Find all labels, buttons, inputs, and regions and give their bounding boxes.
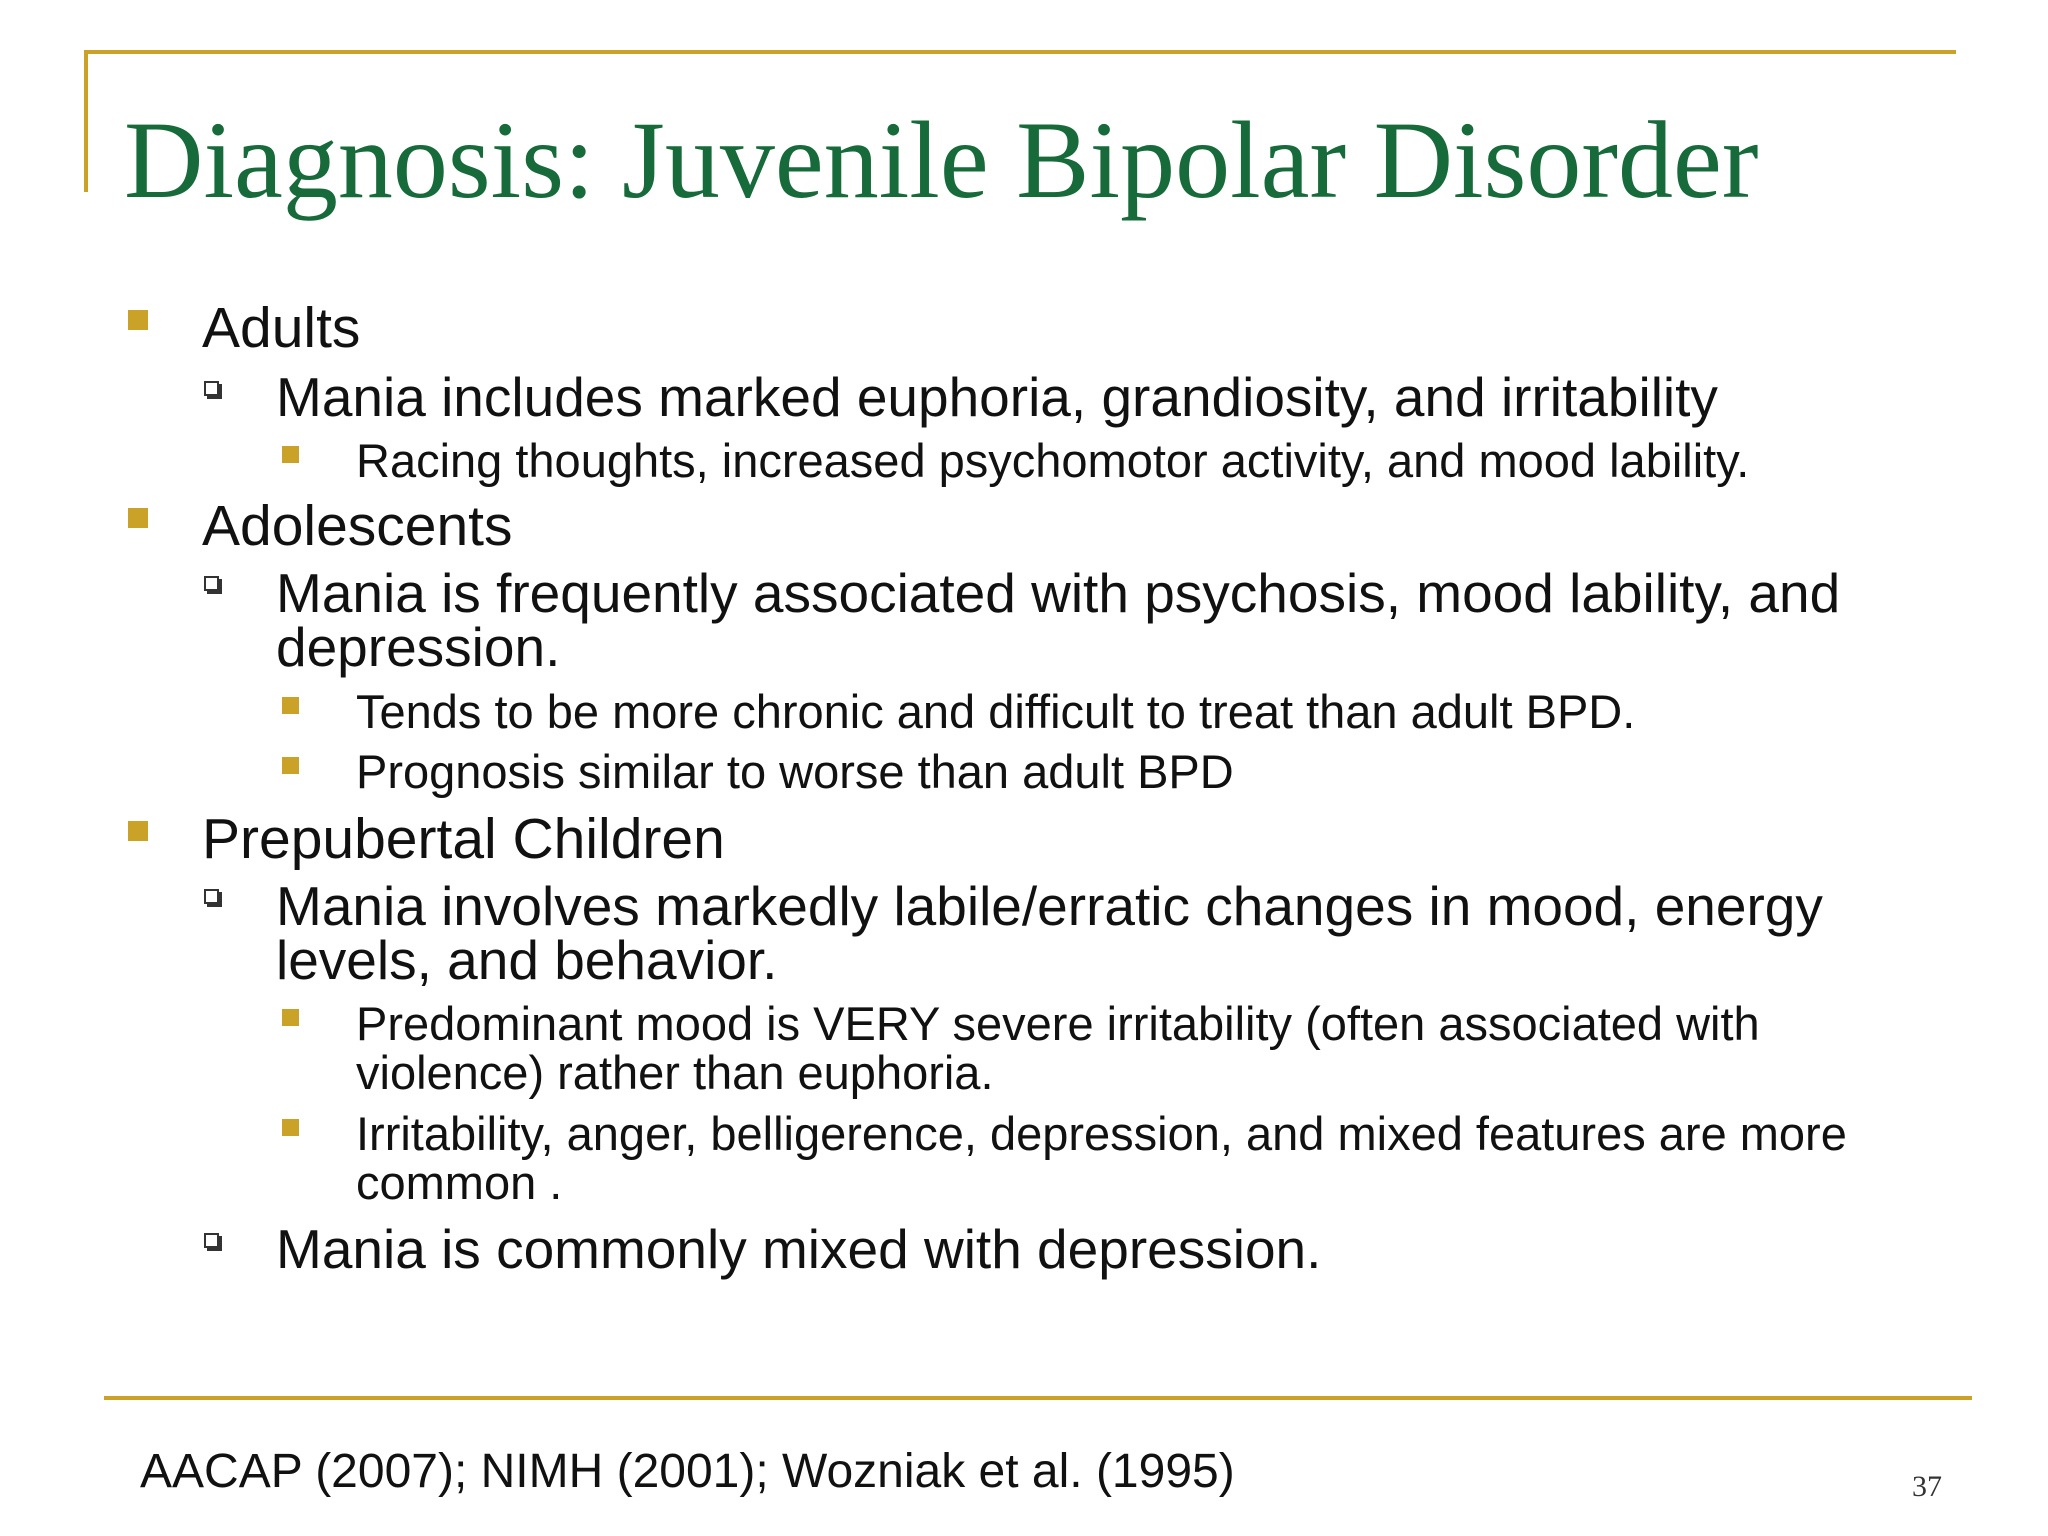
gold-square-bullet-icon [128,508,148,528]
hollow-square-bullet-icon [204,381,219,396]
sub-point-text: Mania involves markedly labile/erratic changes in mood, energy levels, and behavior. [276,875,1823,991]
citation: AACAP (2007); NIMH (2001); Wozniak et al. (1995) [140,1445,1235,1498]
section-heading-adolescents: Adolescents [202,494,513,558]
detail-point-text: Predominant mood is VERY severe irritability (often associated with violence) rather than euphoria. [356,997,1760,1099]
detail-point-text: Tends to be more chronic and difficult to treat than adult BPD. [356,685,1636,738]
gold-square-bullet-icon [282,446,299,463]
top-border-line [84,50,1956,54]
detail-point-text: Irritability, anger, belligerence, depression, and mixed features are more common . [356,1107,1847,1209]
detail-point-text: Racing thoughts, increased psychomotor activity, and mood lability. [356,434,1750,487]
gold-square-bullet-icon [282,697,299,714]
sub-point-text: Mania includes marked euphoria, grandiosity, and irritability [276,366,1718,428]
section-heading-adults: Adults [202,296,361,360]
slide-title: Diagnosis: Juvenile Bipolar Disorder [124,99,1759,221]
gold-square-bullet-icon [282,757,299,774]
left-border-line [84,50,88,192]
page-number: 37 [1912,1470,1942,1503]
gold-square-bullet-icon [282,1009,299,1026]
footer-divider-line [104,1396,1972,1400]
section-heading-prepubertal-children: Prepubertal Children [202,807,725,871]
hollow-square-bullet-icon [204,1233,219,1248]
sub-point-text: Mania is frequently associated with psychosis, mood lability, and depression. [276,562,1841,678]
sub-point-text: Mania is commonly mixed with depression. [276,1218,1322,1280]
gold-square-bullet-icon [282,1119,299,1136]
hollow-square-bullet-icon [204,889,219,904]
gold-square-bullet-icon [128,310,148,330]
detail-point-text: Prognosis similar to worse than adult BPD [356,745,1234,798]
hollow-square-bullet-icon [204,576,219,591]
gold-square-bullet-icon [128,821,148,841]
